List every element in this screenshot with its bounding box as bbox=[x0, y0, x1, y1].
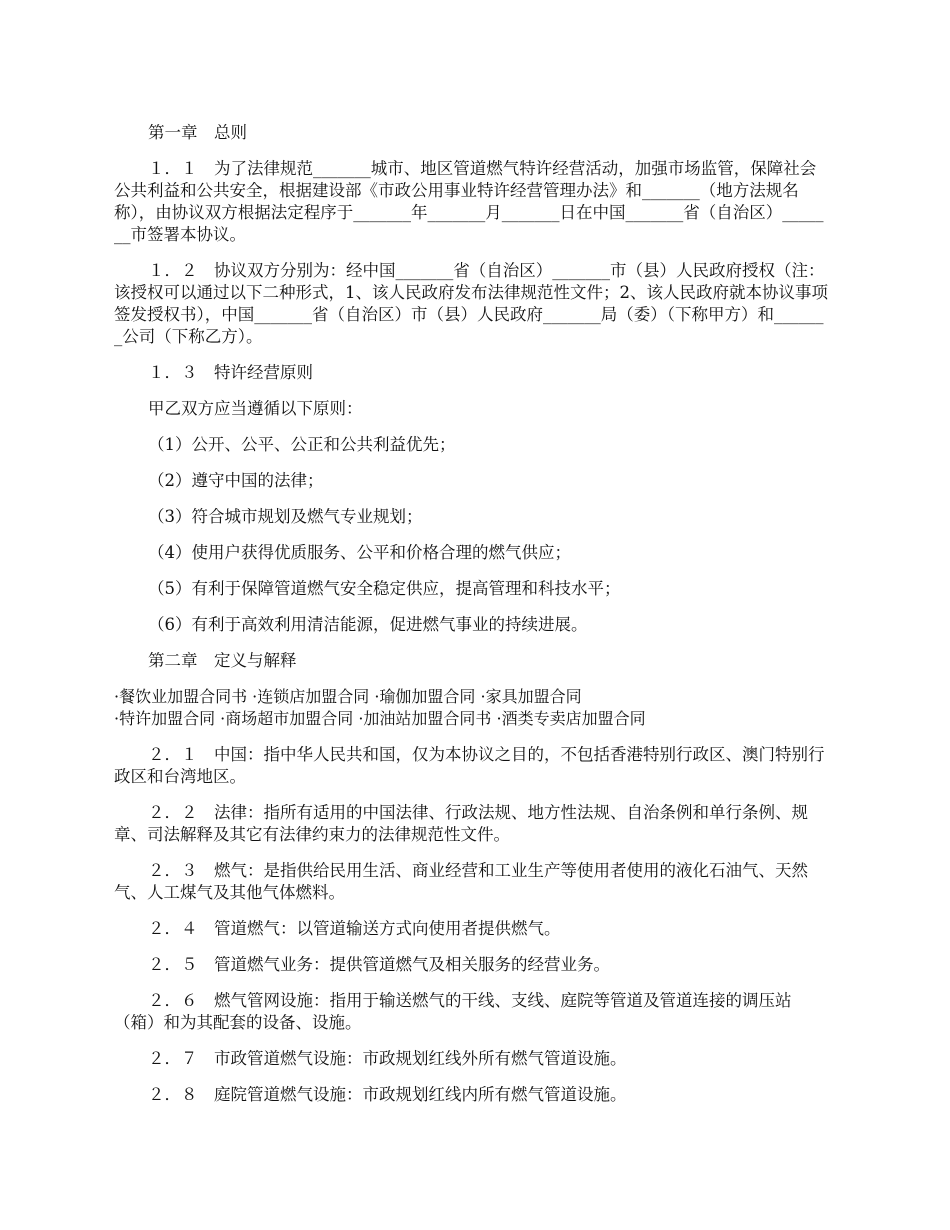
definition-item: ２．５ 管道燃气业务：提供管道燃气及相关服务的经营业务。 bbox=[148, 955, 610, 974]
definition-item: ２．７ 市政管道燃气设施：市政规划红线外所有燃气管道设施。 bbox=[148, 1049, 627, 1068]
definition-item: ２．８ 庭院管道燃气设施：市政规划红线内所有燃气管道设施。 bbox=[148, 1085, 627, 1104]
principles-intro: 甲乙双方应当遵循以下原则： bbox=[148, 399, 363, 418]
principle-item: （4）使用户获得优质服务、公平和价格合理的燃气供应； bbox=[148, 543, 571, 562]
related-links bbox=[114, 686, 830, 730]
related-links-line[interactable]: ·餐饮业加盟合同书 ·连锁店加盟合同 ·瑜伽加盟合同 ·家具加盟合同 bbox=[114, 687, 582, 706]
definition-item: ２．６ 燃气管网设施：指用于输送燃气的干线、支线、庭院等管道及管道连接的调压站（箱）和为其配套的设备、设施。 bbox=[114, 991, 792, 1032]
clause-1-1: １．１ 为了法律规范_______城市、地区管道燃气特许经营活动，加强市场监管，保障社会公共利益和公共安全，根据建设部《市政公用事业特许经营管理办法》和_______（地方法规名称），由协议双方根据法定程序于_______年_______月_______日在中国_______省（自治区）_______市签署本协议。 bbox=[114, 159, 824, 244]
definition-item: ２．４ 管道燃气：以管道输送方式向使用者提供燃气。 bbox=[148, 919, 561, 938]
definition-item: ２．１ 中国：指中华人民共和国，仅为本协议之目的，不包括香港特别行政区、澳门特别行政区和台湾地区。 bbox=[114, 745, 825, 786]
chapter-1-heading: 第一章 总则 bbox=[148, 123, 247, 142]
principle-item: （1）公开、公平、公正和公共利益优先； bbox=[148, 435, 456, 454]
definition-item: ２．２ 法律：指所有适用的中国法律、行政法规、地方性法规、自治条例和单行条例、规章、司法解释及其它有法律约束力的法律规范性文件。 bbox=[114, 803, 808, 844]
principle-item: （5）有利于保障管道燃气安全稳定供应，提高管理和科技水平； bbox=[148, 579, 621, 598]
principle-item: （6）有利于高效利用清洁能源，促进燃气事业的持续进展。 bbox=[148, 615, 588, 634]
definition-item: ２．３ 燃气：是指供给民用生活、商业经营和工业生产等使用者使用的液化石油气、天然气、人工煤气及其他气体燃料。 bbox=[114, 861, 808, 902]
related-links-line[interactable]: ·特许加盟合同 ·商场超市加盟合同 ·加油站加盟合同书 ·酒类专卖店加盟合同 bbox=[114, 709, 646, 728]
clause-1-3-heading: １．３ 特许经营原则 bbox=[148, 363, 313, 382]
principle-item: （3）符合城市规划及燃气专业规划； bbox=[148, 507, 423, 526]
clause-1-2: １．２ 协议双方分别为：经中国_______省（自治区）_______市（县）人民政府授权（注：该授权可以通过以下二种形式，1、该人民政府发布法律规范性文件；2、该人民政府就本协议事项签发授权书），中国_______省（自治区）市（县）人民政府_______局（委）（下称甲方）和_______公司（下称乙方）。 bbox=[114, 261, 828, 346]
principle-item: （2）遵守中国的法律； bbox=[148, 471, 324, 490]
chapter-2-heading: 第二章 定义与解释 bbox=[148, 651, 297, 670]
